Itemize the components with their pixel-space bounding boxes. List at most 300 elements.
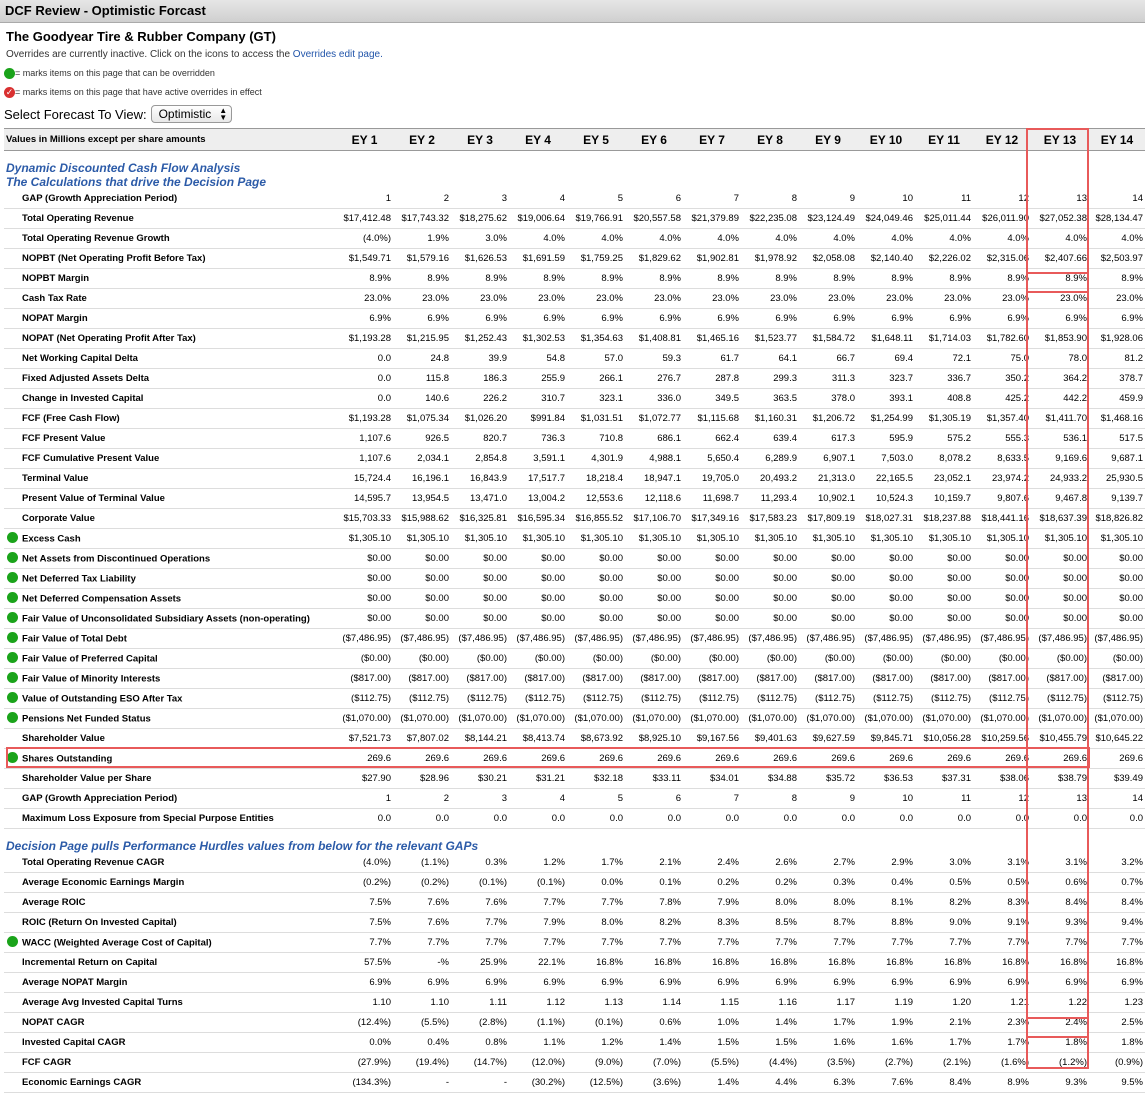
value-cell: (0.2%): [393, 873, 451, 893]
value-cell: 59.3: [625, 349, 683, 369]
section-title-hurdles: Decision Page pulls Performance Hurdles values from below for the relevant GAPs: [6, 839, 479, 853]
value-cell: 16.8%: [915, 953, 973, 973]
value-cell: 1.7%: [915, 1033, 973, 1053]
value-cell: 6,289.9: [741, 449, 799, 469]
value-cell: -%: [393, 953, 451, 973]
value-cell: ($1,070.00): [451, 709, 509, 729]
value-cell: (134.3%): [336, 1073, 393, 1093]
value-cell: $0.00: [509, 589, 567, 609]
value-cell: $0.00: [915, 549, 973, 569]
value-cell: 57.0: [567, 349, 625, 369]
value-cell: $1,072.77: [625, 409, 683, 429]
value-cell: ($0.00): [1031, 649, 1089, 669]
value-cell: ($7,486.95): [393, 629, 451, 649]
override-green-icon[interactable]: [7, 752, 18, 763]
value-cell: 575.2: [915, 429, 973, 449]
value-cell: $33.11: [625, 769, 683, 789]
value-cell: ($817.00): [1089, 669, 1145, 689]
value-cell: 6.9%: [509, 973, 567, 993]
value-cell: (30.2%): [509, 1073, 567, 1093]
value-cell: 8.2%: [625, 913, 683, 933]
table-row: [4, 649, 1145, 669]
table-row: [4, 249, 1145, 269]
value-cell: ($817.00): [915, 669, 973, 689]
value-cell: 1.10: [336, 993, 393, 1013]
value-cell: 7: [683, 189, 741, 209]
value-cell: 536.1: [1031, 429, 1089, 449]
value-cell: 8,078.2: [915, 449, 973, 469]
value-cell: ($7,486.95): [799, 629, 857, 649]
value-cell: 7.7%: [393, 933, 451, 953]
value-cell: 11: [915, 189, 973, 209]
value-cell: 269.6: [336, 749, 393, 769]
value-cell: 350.2: [973, 369, 1031, 389]
value-cell: 269.6: [741, 749, 799, 769]
value-cell: $0.00: [567, 589, 625, 609]
section-subtitle-dcf: The Calculations that drive the Decision Page: [6, 175, 267, 189]
value-cell: (4.0%): [336, 853, 393, 873]
value-cell: $17,349.16: [683, 509, 741, 529]
row-label-cell: [4, 913, 336, 933]
value-cell: (2.8%): [451, 1013, 509, 1033]
value-cell: 0.3%: [451, 853, 509, 873]
override-green-icon[interactable]: [7, 652, 18, 663]
value-cell: 1.21: [973, 993, 1031, 1013]
value-cell: $2,058.08: [799, 249, 857, 269]
value-cell: $7,521.73: [336, 729, 393, 749]
row-label: Excess Cash: [22, 533, 81, 545]
override-green-icon[interactable]: [7, 672, 18, 683]
value-cell: $0.00: [1031, 569, 1089, 589]
row-label: Present Value of Terminal Value: [22, 493, 165, 504]
value-cell: 2: [393, 189, 451, 209]
row-label-cell: [4, 973, 336, 993]
value-cell: ($1,070.00): [1089, 709, 1145, 729]
value-cell: 25,930.5: [1089, 469, 1145, 489]
value-cell: 4: [509, 189, 567, 209]
row-label-cell: [4, 329, 336, 349]
value-cell: $10,645.22: [1089, 729, 1145, 749]
value-cell: 23.0%: [336, 289, 393, 309]
value-cell: 8.8%: [857, 913, 915, 933]
value-cell: $0.00: [799, 569, 857, 589]
table-row: [4, 369, 1145, 389]
override-green-icon[interactable]: [7, 572, 18, 583]
value-cell: 0.0: [857, 809, 915, 829]
value-cell: $1,853.90: [1031, 329, 1089, 349]
table-row: [4, 789, 1145, 809]
value-cell: 269.6: [973, 749, 1031, 769]
value-cell: $1,193.28: [336, 409, 393, 429]
value-cell: 4.0%: [973, 229, 1031, 249]
value-cell: $19,006.64: [509, 209, 567, 229]
value-cell: 1.20: [915, 993, 973, 1013]
value-cell: 1,107.6: [336, 449, 393, 469]
value-cell: 4.0%: [799, 229, 857, 249]
value-cell: 1.7%: [567, 853, 625, 873]
row-label: Net Deferred Tax Liability: [22, 573, 136, 585]
value-cell: $1,305.10: [973, 529, 1031, 549]
override-green-icon[interactable]: [7, 592, 18, 603]
value-cell: 0.0: [567, 809, 625, 829]
value-cell: 299.3: [741, 369, 799, 389]
value-cell: $1,584.72: [799, 329, 857, 349]
value-cell: $18,275.62: [451, 209, 509, 229]
row-label: Average NOPAT Margin: [22, 977, 128, 988]
value-cell: $0.00: [973, 609, 1031, 629]
value-cell: 6.9%: [1089, 973, 1145, 993]
value-cell: 255.9: [509, 369, 567, 389]
value-cell: 9,687.1: [1089, 449, 1145, 469]
row-label: WACC (Weighted Average Cost of Capital): [22, 937, 212, 949]
value-cell: ($112.75): [915, 689, 973, 709]
value-cell: 22.1%: [509, 953, 567, 973]
row-label: Shares Outstanding: [22, 753, 113, 765]
value-cell: 9,169.6: [1031, 449, 1089, 469]
forecast-select-label: Select Forecast To View:: [4, 106, 147, 122]
value-cell: 8.2%: [915, 893, 973, 913]
override-green-icon[interactable]: [7, 532, 18, 543]
row-label-cell: [4, 269, 336, 289]
value-cell: ($0.00): [857, 649, 915, 669]
value-cell: ($1,070.00): [683, 709, 741, 729]
table-row: [4, 689, 1145, 709]
row-label-cell: [4, 209, 336, 229]
row-label-cell: [4, 569, 336, 589]
value-cell: 8.9%: [567, 269, 625, 289]
value-cell: $1,252.43: [451, 329, 509, 349]
table-row: [4, 189, 1145, 209]
value-cell: (2.7%): [857, 1053, 915, 1073]
value-cell: $9,167.56: [683, 729, 741, 749]
value-cell: 14: [1089, 789, 1145, 809]
value-cell: 14: [1089, 189, 1145, 209]
value-cell: 226.2: [451, 389, 509, 409]
value-cell: 269.6: [683, 749, 741, 769]
value-cell: 23.0%: [741, 289, 799, 309]
value-cell: 1.16: [741, 993, 799, 1013]
value-cell: 662.4: [683, 429, 741, 449]
value-cell: $1,408.81: [625, 329, 683, 349]
value-cell: $2,407.66: [1031, 249, 1089, 269]
row-label-cell: [4, 1053, 336, 1073]
table-row: [4, 609, 1145, 629]
row-label: Average ROIC: [22, 897, 86, 908]
value-cell: 10,902.1: [799, 489, 857, 509]
value-cell: 11,698.7: [683, 489, 741, 509]
value-cell: 7.7%: [915, 933, 973, 953]
value-cell: ($0.00): [451, 649, 509, 669]
override-green-icon[interactable]: [7, 936, 18, 947]
value-cell: ($1,070.00): [567, 709, 625, 729]
value-cell: $17,106.70: [625, 509, 683, 529]
value-cell: 1: [336, 189, 393, 209]
value-cell: 16.8%: [683, 953, 741, 973]
value-cell: 6.9%: [393, 309, 451, 329]
row-label: FCF Present Value: [22, 433, 106, 444]
value-cell: 1.13: [567, 993, 625, 1013]
value-cell: 4.0%: [1089, 229, 1145, 249]
forecast-select-value: Optimistic: [158, 107, 212, 121]
value-cell: ($7,486.95): [973, 629, 1031, 649]
value-cell: ($7,486.95): [451, 629, 509, 649]
value-cell: $9,627.59: [799, 729, 857, 749]
value-cell: 425.2: [973, 389, 1031, 409]
value-cell: 7.7%: [509, 893, 567, 913]
value-cell: 6.9%: [509, 309, 567, 329]
value-cell: 6.9%: [567, 973, 625, 993]
value-cell: 21,313.0: [799, 469, 857, 489]
value-cell: 1.5%: [683, 1033, 741, 1053]
value-cell: 11: [915, 789, 973, 809]
row-label: FCF CAGR: [22, 1057, 72, 1068]
override-green-icon[interactable]: [7, 632, 18, 643]
value-cell: (2.1%): [915, 1053, 973, 1073]
value-cell: 12,118.6: [625, 489, 683, 509]
value-cell: 9.4%: [1089, 913, 1145, 933]
value-cell: $36.53: [857, 769, 915, 789]
value-cell: 8.4%: [1031, 893, 1089, 913]
value-cell: 7.9%: [509, 913, 567, 933]
value-cell: 8.9%: [973, 269, 1031, 289]
value-cell: 1.4%: [741, 1013, 799, 1033]
value-cell: 0.0: [336, 389, 393, 409]
year-header: EY 4: [509, 129, 567, 151]
value-cell: -: [451, 1073, 509, 1093]
value-cell: 54.8: [509, 349, 567, 369]
value-cell: 3,591.1: [509, 449, 567, 469]
value-cell: 6.9%: [683, 973, 741, 993]
row-label: Pensions Net Funded Status: [22, 713, 151, 725]
value-cell: $0.00: [915, 589, 973, 609]
value-cell: ($112.75): [625, 689, 683, 709]
value-cell: 3.0%: [915, 853, 973, 873]
value-cell: 23.0%: [451, 289, 509, 309]
row-label: Incremental Return on Capital: [22, 957, 158, 968]
value-cell: $0.00: [683, 569, 741, 589]
value-cell: ($7,486.95): [857, 629, 915, 649]
table-row: [4, 1053, 1145, 1073]
value-cell: (1.1%): [393, 853, 451, 873]
value-cell: 13: [1031, 189, 1089, 209]
row-label-cell: [4, 933, 336, 953]
value-cell: $23,124.49: [799, 209, 857, 229]
year-header: EY 6: [625, 129, 683, 151]
value-cell: $0.00: [1031, 589, 1089, 609]
value-cell: $18,441.16: [973, 509, 1031, 529]
table-row: [4, 1013, 1145, 1033]
value-cell: 11,293.4: [741, 489, 799, 509]
value-cell: 6.9%: [336, 973, 393, 993]
year-header: EY 13: [1031, 129, 1089, 151]
value-cell: 310.7: [509, 389, 567, 409]
value-cell: 6.9%: [567, 309, 625, 329]
value-cell: $0.00: [336, 609, 393, 629]
value-cell: 16,196.1: [393, 469, 451, 489]
value-cell: $0.00: [683, 549, 741, 569]
row-label-cell: [4, 853, 336, 873]
value-cell: 2.9%: [857, 853, 915, 873]
value-cell: 3: [451, 789, 509, 809]
table-row: [4, 469, 1145, 489]
value-cell: 6.3%: [799, 1073, 857, 1093]
value-cell: 7.7%: [973, 933, 1031, 953]
row-label: NOPAT CAGR: [22, 1017, 85, 1028]
row-label: Cash Tax Rate: [22, 293, 87, 304]
value-cell: $1,465.16: [683, 329, 741, 349]
value-cell: 1,107.6: [336, 429, 393, 449]
value-cell: ($7,486.95): [683, 629, 741, 649]
value-cell: ($112.75): [393, 689, 451, 709]
value-cell: 16,843.9: [451, 469, 509, 489]
value-cell: ($112.75): [336, 689, 393, 709]
value-cell: 1.8%: [1031, 1033, 1089, 1053]
value-cell: $0.00: [915, 569, 973, 589]
row-label: Fair Value of Unconsolidated Subsidiary Assets (non-operating): [22, 613, 310, 625]
row-label: Shareholder Value: [22, 733, 105, 744]
row-label-cell: [4, 993, 336, 1013]
value-cell: $18,637.39: [1031, 509, 1089, 529]
value-cell: $1,549.71: [336, 249, 393, 269]
value-cell: 0.1%: [625, 873, 683, 893]
value-cell: (1.6%): [973, 1053, 1031, 1073]
value-cell: 1.6%: [799, 1033, 857, 1053]
value-cell: $17,809.19: [799, 509, 857, 529]
value-cell: 8.9%: [915, 269, 973, 289]
value-cell: $16,595.34: [509, 509, 567, 529]
value-cell: 2.1%: [625, 853, 683, 873]
value-cell: $0.00: [1089, 549, 1145, 569]
value-cell: $18,237.88: [915, 509, 973, 529]
row-label-cell: [4, 429, 336, 449]
row-label-cell: [4, 953, 336, 973]
value-cell: 9.3%: [1031, 913, 1089, 933]
value-cell: 7.7%: [451, 933, 509, 953]
value-cell: $10,056.28: [915, 729, 973, 749]
value-cell: $10,259.56: [973, 729, 1031, 749]
override-green-icon[interactable]: [7, 552, 18, 563]
value-cell: ($817.00): [336, 669, 393, 689]
value-cell: 22,165.5: [857, 469, 915, 489]
value-cell: 269.6: [625, 749, 683, 769]
value-cell: 23.0%: [625, 289, 683, 309]
value-cell: 8.9%: [393, 269, 451, 289]
value-cell: $0.00: [741, 609, 799, 629]
value-cell: $1,928.06: [1089, 329, 1145, 349]
value-cell: $0.00: [741, 569, 799, 589]
table-row: [4, 933, 1145, 953]
value-cell: ($7,486.95): [741, 629, 799, 649]
value-cell: 7.7%: [509, 933, 567, 953]
row-label-cell: [4, 729, 336, 749]
value-cell: 23,974.2: [973, 469, 1031, 489]
value-cell: $0.00: [451, 569, 509, 589]
value-cell: $34.88: [741, 769, 799, 789]
override-green-icon[interactable]: [7, 712, 18, 723]
value-cell: 1.14: [625, 993, 683, 1013]
value-cell: 1.11: [451, 993, 509, 1013]
value-cell: 1.7%: [799, 1013, 857, 1033]
value-cell: $35.72: [799, 769, 857, 789]
value-cell: 75.0: [973, 349, 1031, 369]
value-cell: $2,315.06: [973, 249, 1031, 269]
year-header: EY 1: [336, 129, 393, 151]
value-cell: 8: [741, 189, 799, 209]
value-cell: 0.5%: [973, 873, 1031, 893]
value-cell: $1,305.10: [915, 529, 973, 549]
value-cell: 2.5%: [1089, 1013, 1145, 1033]
value-cell: 13,954.5: [393, 489, 451, 509]
row-label: Net Working Capital Delta: [22, 353, 138, 364]
value-cell: 0.0: [625, 809, 683, 829]
value-cell: 5: [567, 789, 625, 809]
value-cell: 6.9%: [1031, 973, 1089, 993]
overrides-note: [6, 48, 1145, 61]
value-cell: $0.00: [625, 569, 683, 589]
value-cell: (3.5%): [799, 1053, 857, 1073]
legend-red: [4, 86, 1145, 99]
value-cell: $8,925.10: [625, 729, 683, 749]
overrides-edit-link[interactable]: Overrides edit page.: [292, 49, 383, 60]
value-cell: ($0.00): [393, 649, 451, 669]
value-cell: ($0.00): [567, 649, 625, 669]
value-cell: 6.9%: [973, 309, 1031, 329]
value-cell: 3.0%: [451, 229, 509, 249]
value-cell: $38.79: [1031, 769, 1089, 789]
override-green-icon[interactable]: [7, 612, 18, 623]
value-cell: 69.4: [857, 349, 915, 369]
value-cell: 6.9%: [799, 973, 857, 993]
value-cell: 276.7: [625, 369, 683, 389]
row-label-cell: [4, 289, 336, 309]
year-header: EY 5: [567, 129, 625, 151]
value-cell: 6.9%: [799, 309, 857, 329]
value-cell: $0.00: [451, 609, 509, 629]
value-cell: 1.5%: [741, 1033, 799, 1053]
row-label: NOPAT Margin: [22, 313, 88, 324]
value-cell: $19,766.91: [567, 209, 625, 229]
value-cell: $0.00: [393, 609, 451, 629]
value-cell: 7.7%: [1089, 933, 1145, 953]
value-cell: 364.2: [1031, 369, 1089, 389]
overrides-note-text: Overrides are currently inactive. Click on the icons to access the: [6, 49, 291, 60]
value-cell: 6: [625, 189, 683, 209]
value-cell: 18,947.1: [625, 469, 683, 489]
value-cell: 10: [857, 189, 915, 209]
value-cell: 0.0: [741, 809, 799, 829]
row-label-cell: [4, 873, 336, 893]
value-cell: $0.00: [567, 609, 625, 629]
value-cell: 710.8: [567, 429, 625, 449]
value-cell: ($112.75): [1031, 689, 1089, 709]
value-cell: 0.0: [451, 809, 509, 829]
value-cell: $9,845.71: [857, 729, 915, 749]
value-cell: 4.4%: [741, 1073, 799, 1093]
value-cell: 0.2%: [741, 873, 799, 893]
value-cell: 336.0: [625, 389, 683, 409]
value-cell: $15,703.33: [336, 509, 393, 529]
value-cell: ($7,486.95): [567, 629, 625, 649]
value-cell: 12,553.6: [567, 489, 625, 509]
value-cell: 378.0: [799, 389, 857, 409]
table-row: [4, 529, 1145, 549]
value-cell: 3: [451, 189, 509, 209]
override-green-icon[interactable]: [7, 692, 18, 703]
forecast-select[interactable]: [151, 105, 233, 123]
value-cell: 0.0: [393, 809, 451, 829]
value-cell: 2.6%: [741, 853, 799, 873]
value-cell: 6.9%: [915, 309, 973, 329]
